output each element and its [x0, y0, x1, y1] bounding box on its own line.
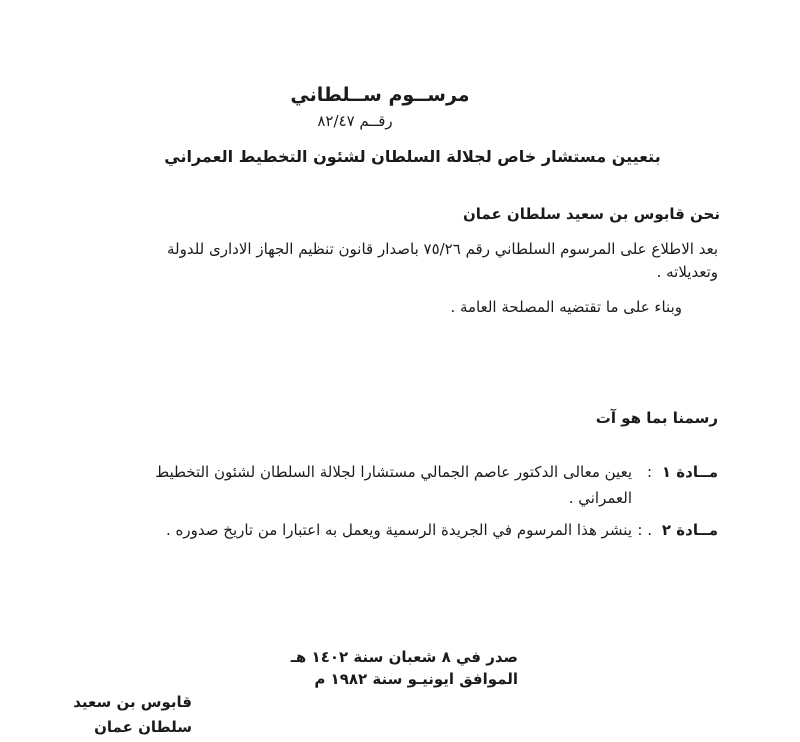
- decree-number: رقــم ٨٢/٤٧: [317, 112, 393, 130]
- issue-date-hijri: صدر في ٨ شعبان سنة ١٤٠٢ هـ: [290, 648, 518, 666]
- article-2-text: ينشر هذا المرسوم في الجريدة الرسمية ويعمل به اعتبارا من تاريخ صدوره .: [166, 521, 632, 539]
- decree-phrase: رسمنا بما هو آت: [595, 409, 718, 427]
- article-2-label: مــادة ٢: [661, 521, 718, 539]
- preamble-paragraph-2: وبناء على ما تقتضيه المصلحة العامة .: [450, 298, 682, 316]
- preamble-paragraph-1-line-2: وتعديلاته .: [656, 263, 718, 281]
- issuer-line: نحن قابوس بن سعيد سلطان عمان: [462, 205, 720, 223]
- article-1-label: مــادة ١: [661, 463, 718, 481]
- issue-date-gregorian: الموافق ايونيـو سنة ١٩٨٢ م: [314, 670, 518, 688]
- article-2-separator: . :: [637, 521, 652, 539]
- article-1-text-line-2: العمراني .: [568, 489, 632, 507]
- preamble-paragraph-1-line-1: بعد الاطلاع على المرسوم السلطاني رقم ٧٥/٢٦ باصدار قانون تنظيم الجهاز الادارى للدولة: [166, 240, 718, 258]
- signature-title: سلطان عمان: [94, 718, 192, 736]
- article-1-separator: :: [646, 463, 652, 481]
- decree-subject: بتعيين مستشار خاص لجلالة السلطان لشئون التخطيط العمراني: [164, 147, 661, 166]
- article-1-text-line-1: يعين معالى الدكتور عاصم الجمالي مستشارا لجلالة السلطان لشئون التخطيط: [155, 463, 632, 481]
- signature-name: قابوس بن سعيد: [73, 693, 192, 711]
- decree-title: مرســوم ســلطاني: [290, 84, 470, 106]
